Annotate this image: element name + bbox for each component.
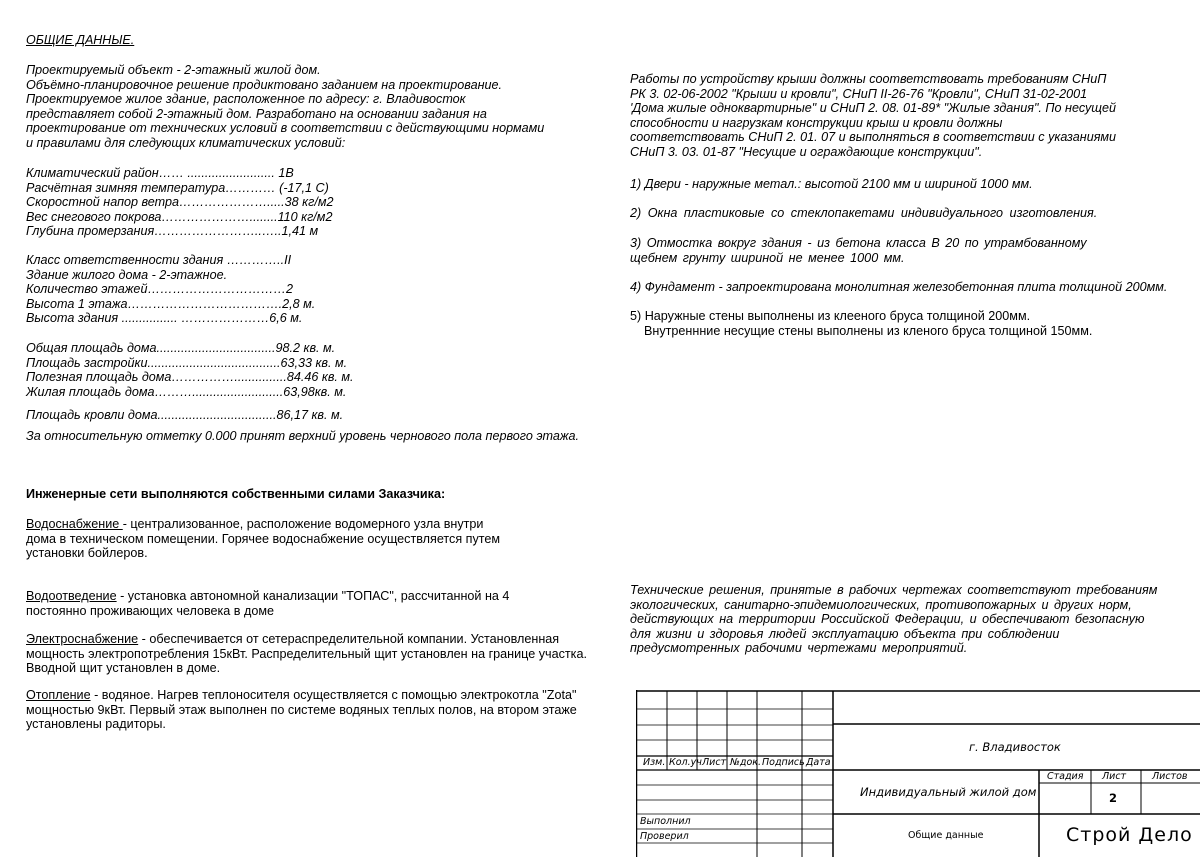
roof-req-line: способности и нагрузкам конструкции крыш и кровли должны — [630, 115, 1003, 130]
stamp-col-change: Изм. — [643, 757, 666, 768]
building-line: Высота 1 этажа……………………………….2,8 м. — [26, 296, 316, 311]
document-title: ОБЩИЕ ДАННЫЕ. — [26, 33, 135, 47]
stamp-company: Строй Дело — [1066, 824, 1193, 846]
climate-line: Климатический район…… ......................... 1В — [26, 166, 294, 180]
area-line: Общая площадь дома..................................98.2 кв. м. — [26, 341, 336, 355]
power-supply-text: - обеспечивается от сетераспределительной компании. Установленная — [138, 632, 560, 646]
stamp-sheet-label: Лист — [1102, 771, 1127, 782]
heating — [26, 688, 577, 732]
windows-note: 2) Окна пластиковые со стеклопакетами индивидуального изготовления. — [630, 206, 1098, 220]
intro-line: представляет собой 2-этажный дом. Разработано на основании задания на — [26, 106, 487, 121]
power-supply — [26, 632, 587, 676]
walls-line: Внутреннние несущие стены выполнены из кленого бруса толщиной 150мм. — [630, 323, 1093, 338]
roof-req-line: РК 3. 02-06-2002 "Крыши и кровли", СНиП II-26-76 "Кровли", СНиП 31-02-2001 — [630, 86, 1088, 101]
walls-line: 5) Наружные стены выполнены из клееного бруса толщиной 200мм. — [630, 309, 1031, 323]
building-parameters — [26, 253, 315, 326]
power-supply-text: Вводной щит установлен в доме. — [26, 661, 221, 676]
stamp-project: Индивидуальный жилой дом — [860, 785, 1037, 799]
technical-line: действующих на территории Российской Федерации, и обеспечивают безопасную — [630, 612, 1145, 627]
intro-paragraph — [26, 63, 544, 151]
stamp-sheet-number: 2 — [1109, 791, 1118, 805]
water-supply-label: Водоснабжение — [26, 517, 123, 531]
roof-req-line: соответствовать СНиП 2. 01. 07 и выполняться в соответствии с указаниями — [630, 130, 1117, 145]
intro-line: Проектируемое жилое здание, расположенное по адресу: г. Владивосток — [26, 92, 466, 107]
roof-req-line: 'Дома жилые одноквартирные" и СНиП 2. 08. 01-89* "Жилые здания". По несущей — [630, 101, 1117, 116]
blind-area-note — [630, 236, 1087, 265]
stamp-checked: Проверил — [640, 831, 689, 842]
stamp-city: г. Владивосток — [969, 740, 1061, 754]
heating-text: установлены радиторы. — [26, 717, 166, 732]
building-line: Здание жилого дома - 2-этажное. — [26, 267, 228, 282]
building-line: Высота здания ................ …………………6,6 м. — [26, 311, 303, 326]
technical-line: экологических, санитарно-эпидемиологических, противопожарных и других норм, — [630, 597, 1132, 612]
water-supply-text: - централизованное, расположение водомерного узла внутри — [122, 517, 484, 531]
stamp-sheet-title: Общие данные — [908, 830, 984, 841]
foundation-note: 4) Фундамент - запроектирована монолитная железобетонная плита толщиной 200мм. — [630, 280, 1168, 294]
roof-req-line: Работы по устройству крыши должны соответствовать требованиям СНиП — [630, 72, 1107, 86]
heating-text: - водяное. Нагрев теплоносителя осуществляется с помощью электрокотла "Zota" — [90, 688, 577, 702]
technical-line: предусмотренных рабочими чертежами мероприятий. — [630, 641, 968, 656]
intro-line: и правилами для следующих климатических условий: — [26, 135, 346, 150]
climate-line: Вес снегового покрова…………………........110 кг/м2 — [26, 209, 333, 224]
technical-line: Технические решения, принятые в рабочих чертежах соответствуют требованиям — [630, 583, 1158, 597]
climate-line: Скоростной напор ветра………………….....38 кг/м2 — [26, 195, 334, 210]
power-supply-text: мощность электропотребления 15кВт. Распределительный щит установлен на границе участка. — [26, 646, 587, 661]
intro-line: Проектируемый объект - 2-этажный жилой дом. — [26, 63, 321, 77]
blind-area-line: 3) Отмостка вокруг здания - из бетона класса В 20 по утрамбованному — [630, 236, 1087, 250]
water-supply-text: дома в техническом помещении. Горячее водоснабжение осуществляется путем — [26, 531, 501, 546]
building-line: Количество этажей……………………………2 — [26, 282, 293, 297]
technical-solutions-note — [630, 583, 1157, 656]
power-supply-label: Электроснабжение — [26, 632, 139, 646]
intro-line: проектирование от технических условий в соответствии с действующими нормами — [26, 121, 545, 136]
area-line: Жилая площадь дома………..........................63,98кв. м. — [26, 384, 347, 399]
climate-conditions — [26, 166, 333, 239]
water-supply-text: установки бойлеров. — [26, 546, 148, 561]
building-line: Класс ответственности здания …………..II — [26, 253, 292, 267]
zero-mark-note: За относительную отметку 0.000 принят верхний уровень чернового пола первого этажа. — [26, 429, 580, 443]
heating-label: Отопление — [26, 688, 91, 702]
engineering-title: Инженерные сети выполняются собственными силами Заказчика: — [26, 487, 446, 501]
stamp-col-signature: Подпись — [762, 757, 805, 768]
stamp-stage-label: Стадия — [1047, 771, 1084, 782]
area-line: Площадь застройки......................................63,33 кв. м. — [26, 355, 348, 370]
area-parameters — [26, 341, 354, 399]
roof-area: Площадь кровли дома..................................86,17 кв. м. — [26, 408, 344, 422]
stamp-sheets-label: Листов — [1152, 771, 1188, 782]
climate-line: Глубина промерзания……………………..…..1,41 м — [26, 224, 319, 239]
heating-text: мощностью 9кВт. Первый этаж выполнен по системе водяных теплых полов, на втором этаже — [26, 702, 577, 717]
stamp-performed: Выполнил — [640, 816, 691, 827]
doors-note: 1) Двери - наружные метал.: высотой 2100 мм и шириной 1000 мм. — [630, 177, 1033, 191]
stamp-col-count: Кол.уч — [669, 757, 702, 768]
title-block-stamp — [636, 690, 1200, 857]
stamp-col-doc: №док. — [730, 757, 762, 768]
stamp-col-date: Дата — [806, 757, 831, 768]
water-supply — [26, 517, 500, 561]
technical-line: для жизни и здоровья людей эксплуатацию объекта при соблюдении — [630, 626, 1060, 641]
climate-line: Расчётная зимняя температура………… (-17,1 С) — [26, 180, 329, 195]
sewerage-label: Водоотведение — [26, 589, 117, 603]
blind-area-line: щебнем грунту шириной не менее 1000 мм. — [630, 250, 905, 265]
sewerage — [26, 589, 509, 618]
roof-requirements — [630, 72, 1116, 160]
walls-note — [630, 309, 1092, 338]
sewerage-text: постоянно проживающих человека в доме — [26, 603, 275, 618]
intro-line: Объёмно-планировочное решение продиктовано заданием на проектирование. — [26, 77, 503, 92]
stamp-col-sheet: Лист — [702, 757, 727, 768]
sewerage-text: - установка автономной канализации "ТОПАС", рассчитанной на 4 — [116, 589, 510, 603]
area-line: Полезная площадь дома……………...............84.46 кв. м. — [26, 370, 354, 385]
roof-req-line: СНиП 3. 03. 01-87 "Несущие и ограждающие конструкции". — [630, 144, 983, 159]
